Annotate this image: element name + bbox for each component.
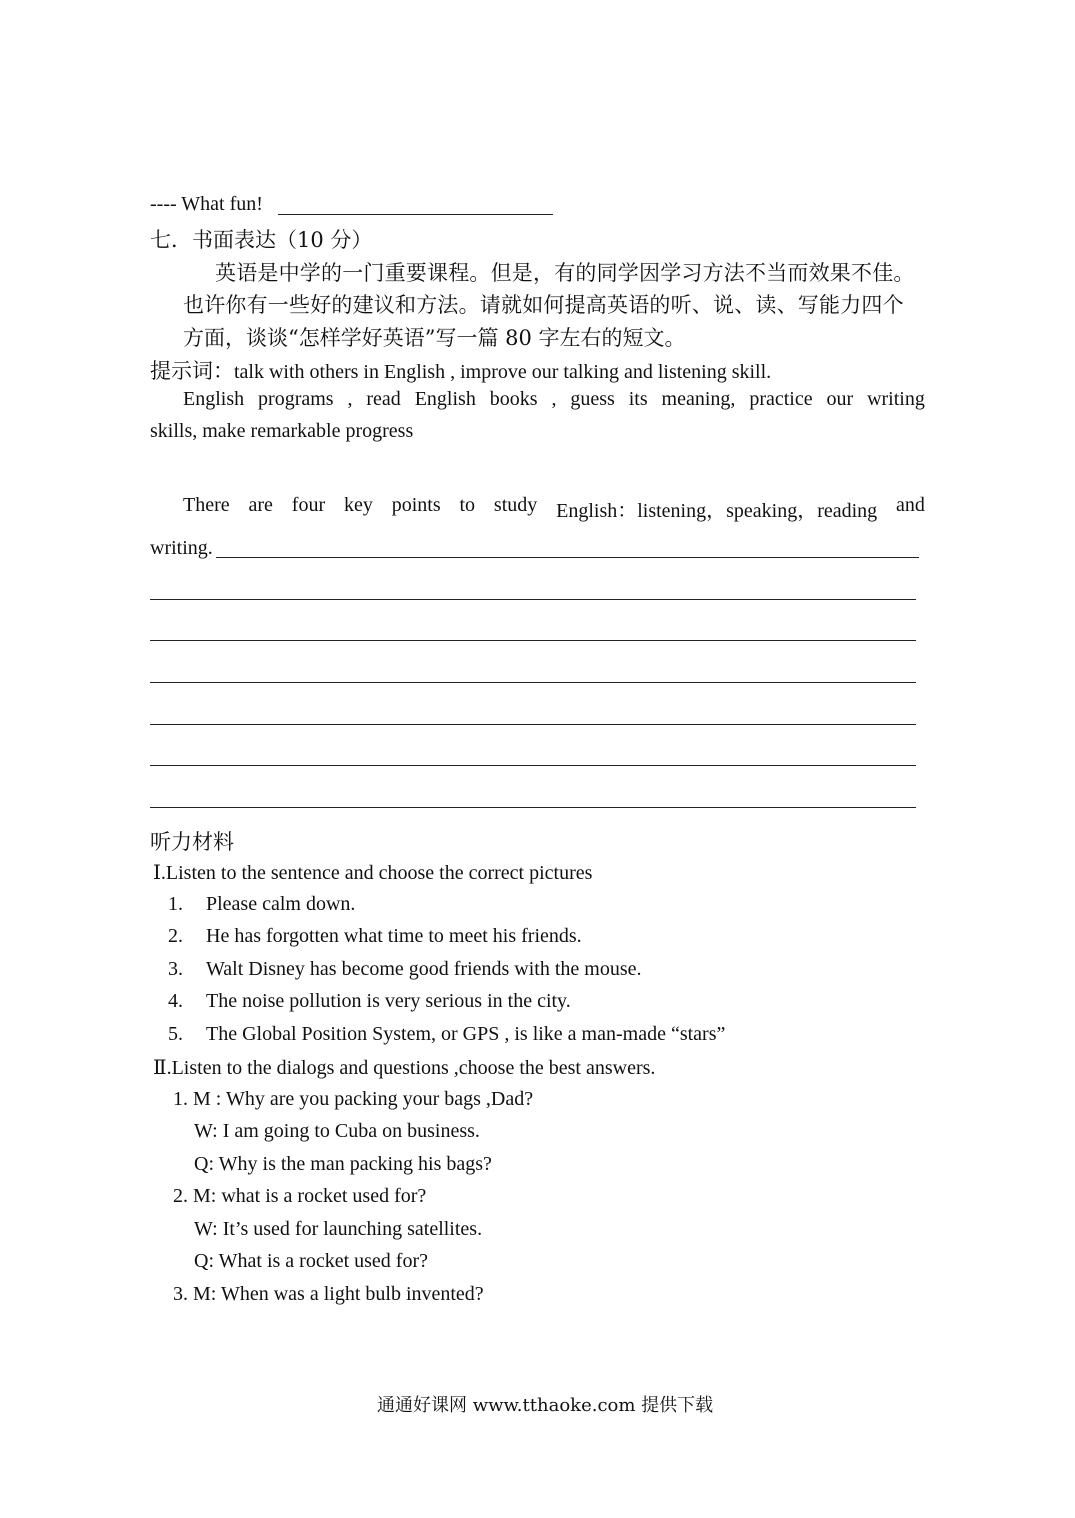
- writing-line: [150, 724, 916, 725]
- part1-item: [168, 925, 582, 948]
- starter-word: to: [459, 494, 476, 516]
- dialog-line: Q: Why is the man packing his bags?: [194, 1153, 492, 1175]
- starter-word: points: [391, 494, 441, 516]
- part1-item: [168, 958, 642, 981]
- hint-word: English: [414, 388, 476, 410]
- part1-item: [168, 893, 355, 916]
- hint-text-1: talk with others in English , improve our talking and listening skill.: [234, 361, 772, 383]
- hint-word: English: [183, 388, 245, 410]
- item-number: 1.: [168, 893, 183, 915]
- writing-line: [150, 640, 916, 641]
- item-number: 5.: [168, 1023, 183, 1045]
- prompt-line-2: 也许你有一些好的建议和方法。请就如何提高英语的听、说、读、写能力四个: [183, 293, 904, 317]
- prompt-line-3: 方面，谈谈“怎样学好英语”写一篇 80 字左右的短文。: [183, 326, 686, 350]
- hint-word: ,: [551, 388, 557, 410]
- hint-word: read: [366, 388, 401, 410]
- dialog-line: 3. M: When was a light bulb invented?: [173, 1283, 484, 1305]
- item-text: The Global Position System, or GPS , is like a man-made “stars”: [206, 1023, 726, 1045]
- dialog-line: 1. M : Why are you packing your bags ,Dad?: [173, 1088, 534, 1110]
- writing-line: [150, 682, 916, 683]
- prompt-line-1: 英语是中学的一门重要课程。但是，有的同学因学习方法不当而效果不佳。: [215, 261, 915, 285]
- hint-line-3: skills, make remarkable progress: [150, 420, 414, 442]
- starter-line-1: [183, 494, 925, 523]
- dialog-line: W: It’s used for launching satellites.: [194, 1218, 483, 1240]
- starter-word: There: [183, 494, 230, 516]
- dialog-line: W: I am going to Cuba on business.: [194, 1120, 480, 1142]
- writing-line: [150, 807, 916, 808]
- item-text: He has forgotten what time to meet his friends.: [206, 925, 582, 947]
- hint-word: our: [826, 388, 854, 410]
- hint-label: 提示词：: [150, 359, 234, 383]
- hint-word: ,: [347, 388, 353, 410]
- listening-title: 听力材料: [150, 830, 234, 854]
- writing-line: [150, 765, 916, 766]
- dialog-line: Q: What is a rocket used for?: [194, 1250, 428, 1272]
- page-footer: 通通好课网 www.tthaoke.com 提供下载: [377, 1395, 714, 1416]
- item-text: Please calm down.: [206, 893, 356, 915]
- answer-blank-line: [278, 214, 553, 215]
- starter-word: English：listening，speaking，reading: [556, 500, 878, 522]
- hint-word: books: [489, 388, 538, 410]
- hint-word: its: [628, 388, 648, 410]
- hint-word: guess: [570, 388, 615, 410]
- item-number: 2.: [168, 925, 183, 947]
- starter-word: key: [343, 494, 373, 516]
- writing-line: [216, 557, 919, 558]
- hint-word: meaning,: [661, 388, 736, 410]
- starter-word: and: [896, 494, 925, 516]
- starter-line-2: writing.: [150, 537, 213, 559]
- what-fun-text: ---- What fun!: [150, 193, 263, 215]
- dialog-line: 2. M: what is a rocket used for?: [173, 1185, 427, 1207]
- hint-line-2: [183, 388, 925, 411]
- hint-word: programs: [258, 388, 334, 410]
- item-number: 3.: [168, 958, 183, 980]
- item-number: 4.: [168, 990, 183, 1012]
- hint-word: practice: [749, 388, 813, 410]
- starter-word: four: [291, 494, 326, 516]
- part1-item: [168, 990, 571, 1013]
- part1-heading: Ⅰ.Listen to the sentence and choose the correct pictures: [153, 862, 593, 884]
- section7-heading: 七．书面表达（10 分）: [150, 228, 373, 252]
- item-text: The noise pollution is very serious in the city.: [206, 990, 571, 1012]
- part1-item: [168, 1023, 725, 1046]
- writing-line: [150, 599, 916, 600]
- starter-word: study: [493, 494, 538, 516]
- starter-word: are: [248, 494, 273, 516]
- what-fun-line: [150, 193, 263, 216]
- hint-line-1: [150, 355, 771, 385]
- hint-word: writing: [867, 388, 925, 410]
- part2-heading: Ⅱ.Listen to the dialogs and questions ,choose the best answers.: [153, 1057, 656, 1079]
- item-text: Walt Disney has become good friends with the mouse.: [206, 958, 642, 980]
